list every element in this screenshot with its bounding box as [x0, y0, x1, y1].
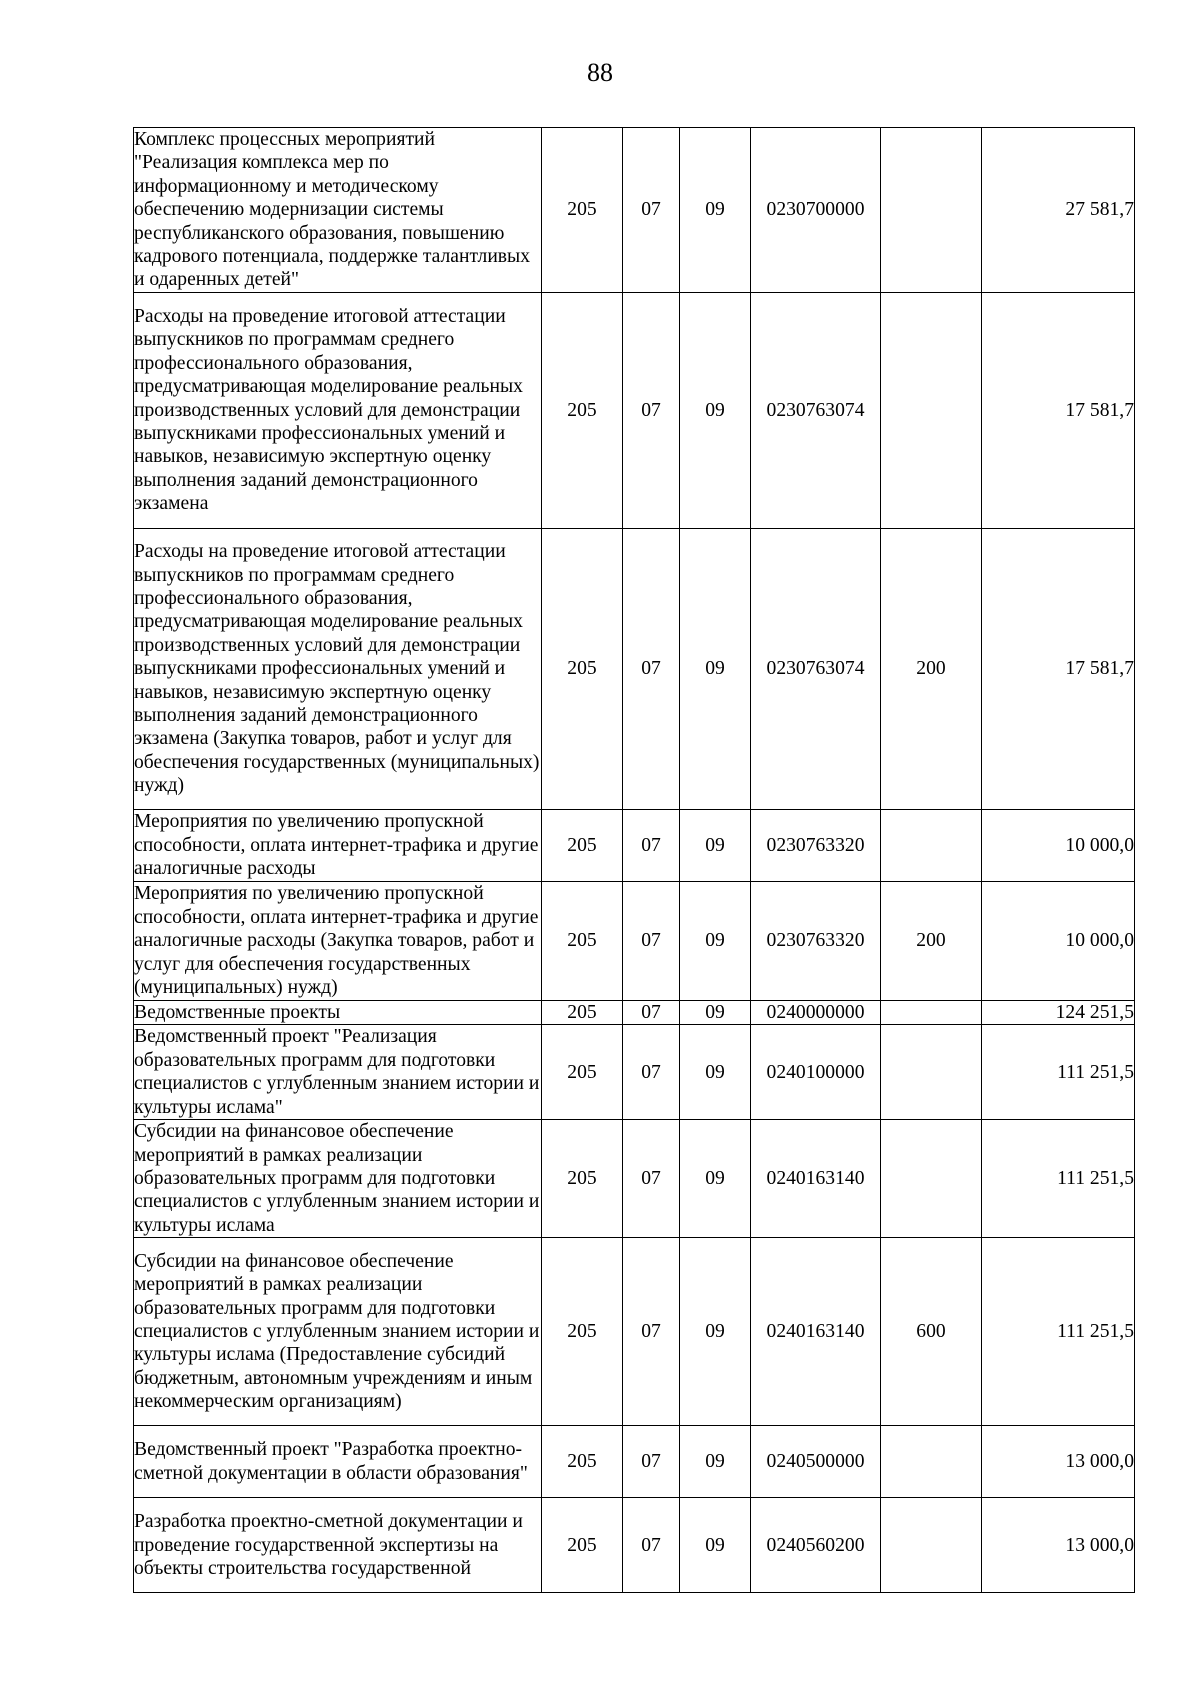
row-article: 0240163140	[751, 1120, 881, 1238]
row-name: Комплекс процессных мероприятий "Реализация комплекса мер по информационному и методическому обеспечению модернизации системы республиканского образования, повышению кадрового потенциала, поддержке талантливых и одаренных детей"	[134, 128, 542, 293]
table-row	[134, 528, 1135, 809]
row-section: 07	[623, 1120, 680, 1238]
row-admin-code: 205	[542, 1000, 623, 1024]
row-name: Ведомственный проект "Реализация образовательных программ для подготовки специалистов с углубленным знанием истории и культуры ислама"	[134, 1025, 542, 1120]
row-sum: 27 581,7	[982, 128, 1135, 293]
row-sum: 10 000,0	[982, 881, 1135, 1000]
table-row	[134, 1426, 1135, 1498]
row-subsection: 09	[680, 292, 751, 528]
row-section: 07	[623, 1238, 680, 1426]
row-article: 0240163140	[751, 1238, 881, 1426]
row-name: Расходы на проведение итоговой аттестации выпускников по программам среднего профессионального образования, предусматривающая моделирование реальных производственных условий для демонстрации выпускниками профессиональных умений и навыков, независимую экспертную оценку выполнения заданий демонстрационного экзамена (Закупка товаров, работ и услуг для обеспечения государственных (муниципальных) нужд)	[134, 528, 542, 809]
row-subsection: 09	[680, 1498, 751, 1593]
row-section: 07	[623, 1025, 680, 1120]
row-sum: 111 251,5	[982, 1025, 1135, 1120]
row-name: Мероприятия по увеличению пропускной способности, оплата интернет-трафика и другие аналогичные расходы (Закупка товаров, работ и услуг для обеспечения государственных (муниципальных) нужд)	[134, 881, 542, 1000]
row-name: Ведомственный проект "Разработка проектно-сметной документации в области образования"	[134, 1426, 542, 1498]
row-article: 0230763320	[751, 881, 881, 1000]
row-sum: 10 000,0	[982, 809, 1135, 881]
row-article: 0240560200	[751, 1498, 881, 1593]
row-expense-kind	[881, 809, 982, 881]
table-row	[134, 1000, 1135, 1024]
row-article: 0230700000	[751, 128, 881, 293]
table-row	[134, 1120, 1135, 1238]
row-admin-code: 205	[542, 1426, 623, 1498]
row-sum: 13 000,0	[982, 1426, 1135, 1498]
row-expense-kind: 200	[881, 528, 982, 809]
row-name: Субсидии на финансовое обеспечение мероприятий в рамках реализации образовательных программ для подготовки специалистов с углубленным знанием истории и культуры ислама	[134, 1120, 542, 1238]
row-admin-code: 205	[542, 528, 623, 809]
row-section: 07	[623, 1000, 680, 1024]
row-sum: 111 251,5	[982, 1120, 1135, 1238]
row-article: 0240500000	[751, 1426, 881, 1498]
row-name: Ведомственные проекты	[134, 1000, 542, 1024]
row-name: Разработка проектно-сметной документации и проведение государственной экспертизы на объекты строительства государственной	[134, 1498, 542, 1593]
row-expense-kind	[881, 1000, 982, 1024]
row-article: 0240100000	[751, 1025, 881, 1120]
row-section: 07	[623, 292, 680, 528]
row-subsection: 09	[680, 809, 751, 881]
row-article: 0230763320	[751, 809, 881, 881]
row-admin-code: 205	[542, 809, 623, 881]
table-row	[134, 128, 1135, 293]
table-row	[134, 1238, 1135, 1426]
table-row	[134, 1498, 1135, 1593]
row-subsection: 09	[680, 1025, 751, 1120]
row-admin-code: 205	[542, 1120, 623, 1238]
row-subsection: 09	[680, 1238, 751, 1426]
table-row	[134, 809, 1135, 881]
row-expense-kind	[881, 128, 982, 293]
row-expense-kind	[881, 292, 982, 528]
row-sum: 17 581,7	[982, 528, 1135, 809]
row-expense-kind: 600	[881, 1238, 982, 1426]
row-sum: 17 581,7	[982, 292, 1135, 528]
row-admin-code: 205	[542, 128, 623, 293]
row-subsection: 09	[680, 1426, 751, 1498]
row-name: Субсидии на финансовое обеспечение мероприятий в рамках реализации образовательных программ для подготовки специалистов с углубленным знанием истории и культуры ислама (Предоставление субсидий бюджетным, автономным учреждениям и иным некоммерческим организациям)	[134, 1238, 542, 1426]
row-section: 07	[623, 881, 680, 1000]
row-section: 07	[623, 128, 680, 293]
row-section: 07	[623, 809, 680, 881]
row-subsection: 09	[680, 1000, 751, 1024]
table-row	[134, 881, 1135, 1000]
row-admin-code: 205	[542, 881, 623, 1000]
row-subsection: 09	[680, 128, 751, 293]
row-admin-code: 205	[542, 1025, 623, 1120]
budget-table	[133, 127, 1135, 1593]
row-name: Мероприятия по увеличению пропускной способности, оплата интернет-трафика и другие аналогичные расходы	[134, 809, 542, 881]
row-expense-kind: 200	[881, 881, 982, 1000]
table-row	[134, 292, 1135, 528]
row-expense-kind	[881, 1426, 982, 1498]
row-admin-code: 205	[542, 1498, 623, 1593]
row-article: 0230763074	[751, 528, 881, 809]
row-expense-kind	[881, 1498, 982, 1593]
row-section: 07	[623, 528, 680, 809]
table-row	[134, 1025, 1135, 1120]
row-admin-code: 205	[542, 292, 623, 528]
row-article: 0240000000	[751, 1000, 881, 1024]
row-admin-code: 205	[542, 1238, 623, 1426]
row-name: Расходы на проведение итоговой аттестации выпускников по программам среднего профессионального образования, предусматривающая моделирование реальных производственных условий для демонстрации выпускниками профессиональных умений и навыков, независимую экспертную оценку выполнения заданий демонстрационного экзамена	[134, 292, 542, 528]
row-section: 07	[623, 1426, 680, 1498]
row-expense-kind	[881, 1120, 982, 1238]
row-subsection: 09	[680, 1120, 751, 1238]
page-number: 88	[587, 58, 613, 87]
row-sum: 111 251,5	[982, 1238, 1135, 1426]
row-subsection: 09	[680, 881, 751, 1000]
row-sum: 13 000,0	[982, 1498, 1135, 1593]
row-section: 07	[623, 1498, 680, 1593]
row-article: 0230763074	[751, 292, 881, 528]
row-subsection: 09	[680, 528, 751, 809]
row-sum: 124 251,5	[982, 1000, 1135, 1024]
row-expense-kind	[881, 1025, 982, 1120]
